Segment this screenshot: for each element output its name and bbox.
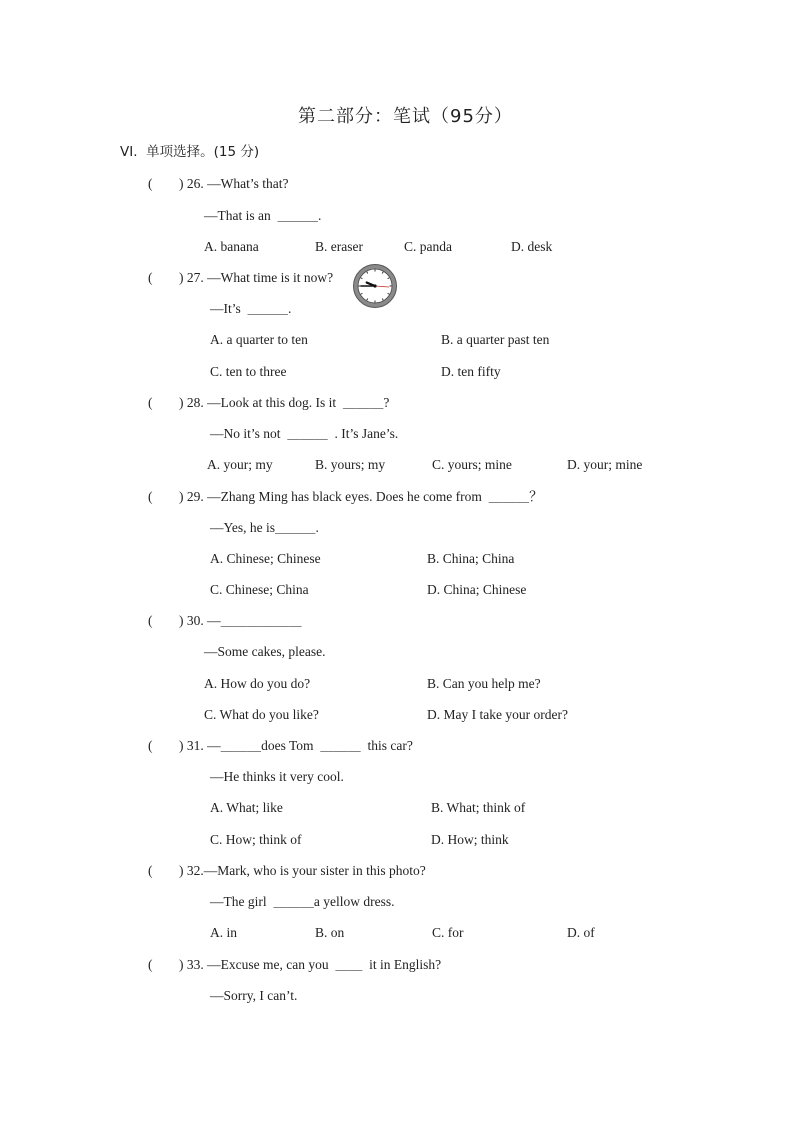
- clock-icon: [352, 263, 398, 309]
- answer-bracket: (: [148, 270, 153, 285]
- section-heading: VI. 单项选择。(15 分): [120, 144, 260, 160]
- question-32: ) 32.—Mark, who is your sister in this photo?: [179, 863, 426, 878]
- q31-option-b: B. What; think of: [431, 800, 526, 815]
- answer-bracket: (: [148, 613, 153, 628]
- q27-option-b: B. a quarter past ten: [441, 332, 550, 347]
- q30-option-b: B. Can you help me?: [427, 676, 541, 691]
- q28-option-b: B. yours; my: [315, 457, 386, 472]
- q28-option-d: D. your; mine: [567, 457, 643, 472]
- q26-option-a: A. banana: [204, 239, 259, 254]
- q29-option-c: C. Chinese; China: [210, 582, 309, 597]
- q26-option-c: C. panda: [404, 239, 452, 254]
- q32-option-d: D. of: [567, 925, 595, 940]
- question-33: ) 33. —Excuse me, can you ＿＿ it in English?: [179, 957, 442, 972]
- question-30-response: —Some cakes, please.: [204, 644, 326, 659]
- page-title: 第二部分：笔试（95分）: [298, 106, 513, 127]
- answer-bracket: (: [148, 489, 153, 504]
- question-32-response: —The girl ＿＿＿a yellow dress.: [210, 894, 395, 909]
- question-27: ) 27. —What time is it now?: [179, 270, 334, 285]
- q29-option-b: B. China; China: [427, 551, 515, 566]
- question-33-response: —Sorry, I can’t.: [210, 988, 298, 1003]
- q31-option-c: C. How; think of: [210, 832, 302, 847]
- question-29: ) 29. —Zhang Ming has black eyes. Does he come from ＿＿＿？: [179, 489, 543, 504]
- q30-option-c: C. What do you like?: [204, 707, 319, 722]
- q27-option-d: D. ten fifty: [441, 364, 501, 379]
- q26-option-d: D. desk: [511, 239, 553, 254]
- q26-option-b: B. eraser: [315, 239, 363, 254]
- q30-option-d: D. May I take your order?: [427, 707, 568, 722]
- answer-bracket: (: [148, 395, 153, 410]
- q27-option-a: A. a quarter to ten: [210, 332, 308, 347]
- q27-option-c: C. ten to three: [210, 364, 287, 379]
- q32-option-a: A. in: [210, 925, 237, 940]
- question-30: ) 30. —＿＿＿＿＿＿: [179, 613, 302, 628]
- q31-option-d: D. How; think: [431, 832, 509, 847]
- q28-option-c: C. yours; mine: [432, 457, 512, 472]
- q31-option-a: A. What; like: [210, 800, 283, 815]
- answer-bracket: (: [148, 863, 153, 878]
- q32-option-c: C. for: [432, 925, 464, 940]
- answer-bracket: (: [148, 957, 153, 972]
- question-26-response: —That is an ＿＿＿.: [204, 208, 322, 223]
- question-31: ) 31. —＿＿＿does Tom ＿＿＿ this car?: [179, 738, 413, 753]
- question-27-response: —It’s ＿＿＿.: [210, 301, 292, 316]
- q29-option-d: D. China; Chinese: [427, 582, 527, 597]
- question-28-response: —No it’s not ＿＿＿ . It’s Jane’s.: [210, 426, 399, 441]
- question-26: ) 26. —What’s that?: [179, 176, 289, 191]
- answer-bracket: (: [148, 738, 153, 753]
- answer-bracket: (: [148, 176, 153, 191]
- q32-option-b: B. on: [315, 925, 345, 940]
- q30-option-a: A. How do you do?: [204, 676, 311, 691]
- q28-option-a: A. your; my: [207, 457, 273, 472]
- q29-option-a: A. Chinese; Chinese: [210, 551, 321, 566]
- question-28: ) 28. —Look at this dog. Is it ＿＿＿?: [179, 395, 390, 410]
- question-29-response: —Yes, he is＿＿＿.: [210, 520, 319, 535]
- question-31-response: —He thinks it very cool.: [210, 769, 344, 784]
